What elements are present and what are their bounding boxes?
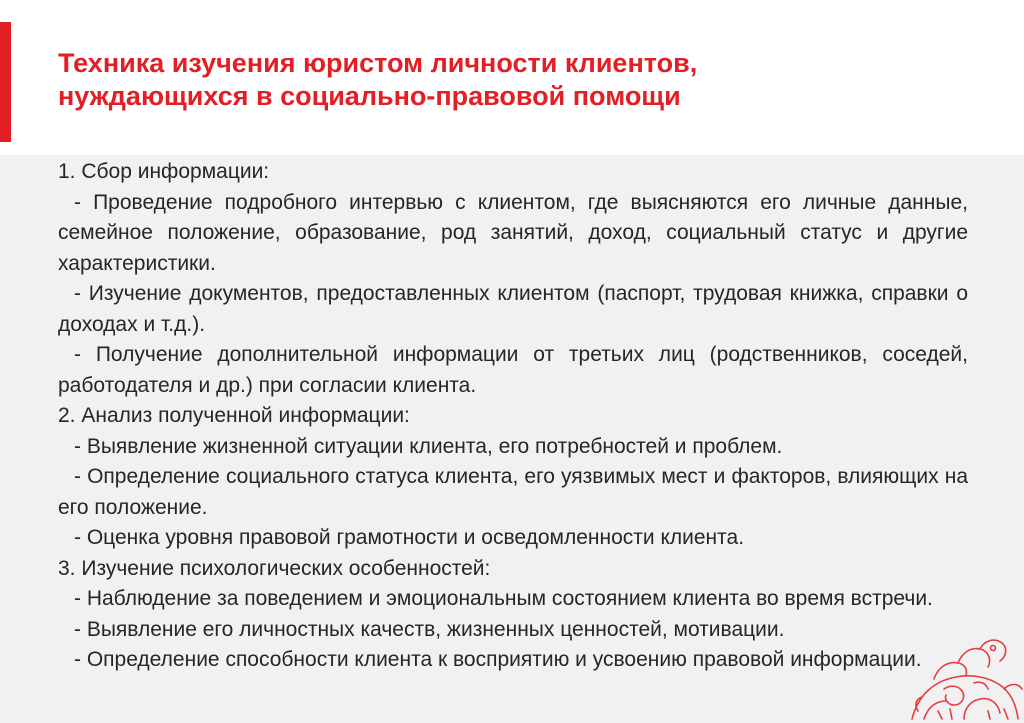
list-item: - Изучение документов, предоставленных клиентом (паспорт, трудовая книжка, справки о доходах и т.д.). — [58, 282, 968, 336]
title-accent-bar — [0, 22, 11, 142]
list-item: - Определение способности клиента к восприятию и усвоению правовой информации. — [74, 648, 922, 671]
section-data-collection — [58, 157, 968, 401]
section-heading: 3. Изучение психологических особенностей: — [58, 556, 491, 580]
slide-body — [58, 157, 968, 676]
slide-title — [58, 47, 978, 113]
section-heading: 2. Анализ полученной информации: — [58, 404, 410, 427]
slide-title-line-2: нуждающихся в социально-правовой помощи — [58, 81, 681, 111]
list-item: - Выявление жизненной ситуации клиента, его потребностей и проблем. — [74, 434, 783, 458]
content-panel — [0, 155, 1024, 723]
list-item: - Определение социального статуса клиента, его уязвимых мест и факторов, влияющих на его положение. — [58, 465, 968, 519]
list-item: - Выявление его личностных качеств, жизненных ценностей, мотивации. — [74, 617, 785, 641]
section-heading: 1. Сбор информации: — [58, 160, 270, 183]
list-item: - Получение дополнительной информации от третьих лиц (родственников, соседей, работодателя и др.) при согласии клиента. — [58, 343, 968, 397]
section-information-analysis — [58, 401, 968, 554]
slide-title-line-1: Техника изучения юристом личности клиентов, — [58, 48, 698, 78]
list-item: - Оценка уровня правовой грамотности и осведомленности клиента. — [74, 526, 745, 549]
section-psychological-features — [58, 554, 968, 676]
list-item: - Проведение подробного интервью с клиентом, где выясняются его личные данные, семейное положение, образование, род занятий, доход, социальный статус и другие характеристики. — [58, 190, 968, 275]
list-item: - Наблюдение за поведением и эмоциональным состоянием клиента во время встречи. — [74, 587, 933, 610]
